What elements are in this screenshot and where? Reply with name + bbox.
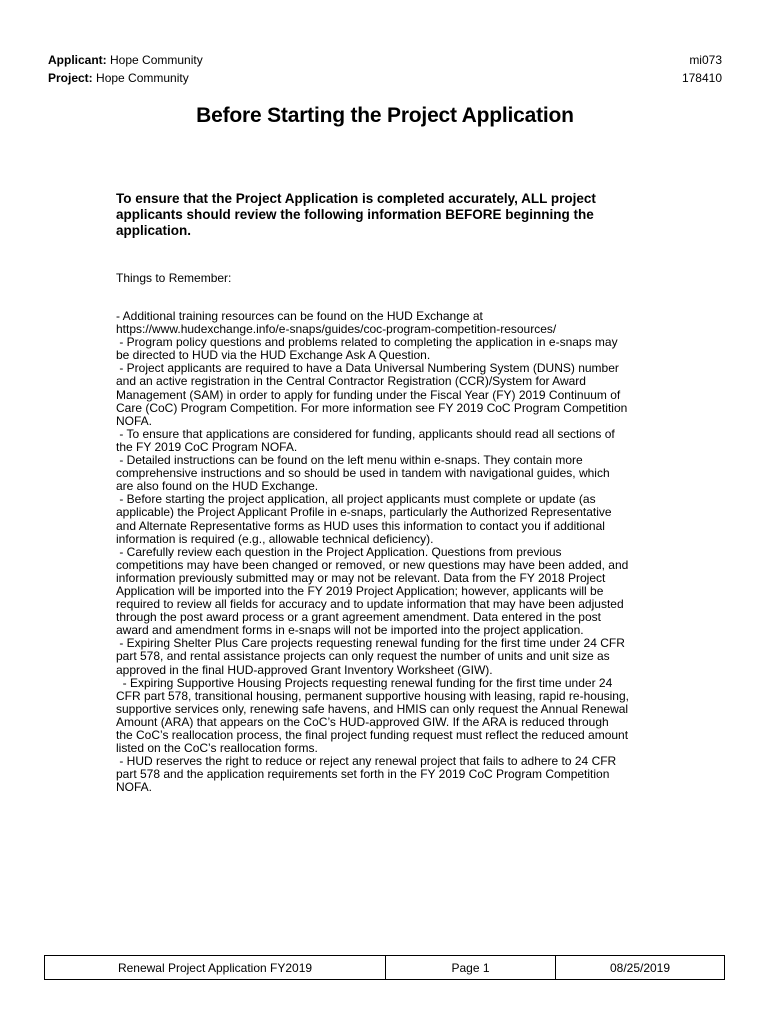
instruction-line: information previously submitted may or may not be relevant. Data from the FY 2018 Project [116,570,606,585]
instruction-line: https://www.hudexchange.info/e-snaps/guides/coc-program-competition-resources/ [116,322,557,337]
project-number: 178410 [681,71,722,85]
applicant-label: Applicant: [48,53,107,67]
instruction-line: information is required (e.g., allowable technical deficiency). [116,531,434,546]
applicant-value: Hope Community [106,53,203,67]
page-footer [44,955,725,980]
instruction-line: NOFA. [116,413,153,428]
header-right [682,51,722,87]
instruction-line: Care (CoC) Program Competition. For more information see FY 2019 CoC Program Competition [116,400,628,415]
instruction-line: be directed to HUD via the HUD Exchange Ask A Question. [116,348,431,363]
instruction-line: - Additional training resources can be found on the HUD Exchange at [116,309,483,323]
header-left [48,51,203,87]
intro-paragraph: To ensure that the Project Application is completed accurately, ALL project applicants should review the following information BEFORE beginning the application. [116,191,596,238]
instruction-line: - Detailed instructions can be found on the left menu within e-snaps. They contain more [116,453,583,468]
footer-application-name: Renewal Project Application FY2019 [45,956,386,979]
instruction-line: the FY 2019 CoC Program NOFA. [116,439,298,454]
instruction-line: applicable) the Project Applicant Profile in e-snaps, particularly the Authorized Representative [116,505,612,520]
instruction-line: - HUD reserves the right to reduce or reject any renewal project that fails to adhere to 24 CFR [116,754,617,769]
instruction-line: the CoC’s reallocation process, the final project funding request must reflect the reduced amount [116,728,629,742]
instruction-line: part 578, and rental assistance projects can only request the number of units and unit size as [116,649,610,664]
instruction-line: - Carefully review each question in the Project Application. Questions from previous [116,544,562,559]
instruction-line: competitions may have been changed or removed, or new questions may have been added, and [116,557,629,572]
instruction-line: Management (SAM) in order to apply for funding under the Fiscal Year (FY) 2019 Continuum of [116,387,621,402]
page-title: Before Starting the Project Application [196,104,574,127]
instruction-line: comprehensive instructions and so should be used in tandem with navigational guides, which [116,466,610,481]
footer-date: 08/25/2019 [609,960,671,975]
instruction-line: - Program policy questions and problems related to completing the application in e-snaps may [116,335,618,350]
instruction-line: listed on the CoC’s reallocation forms. [116,741,318,756]
instruction-line: - Expiring Supportive Housing Projects requesting renewal funding for the first time under 24 [116,675,613,690]
project-value: Hope Community [92,71,189,85]
instruction-line: Application will be imported into the FY 2019 Project Application; however, applicants will be [116,583,604,598]
things-to-remember-heading: Things to Remember: [116,271,232,285]
footer-page-number: Page 1 [386,956,556,979]
instruction-line: - To ensure that applications are considered for funding, applicants should read all sections of [116,426,615,441]
applicant-line [48,51,203,69]
instruction-line: are also found on the HUD Exchange. [116,479,319,494]
instruction-line: - Before starting the project application, all project applicants must complete or update (as [116,492,596,507]
instruction-line: required to review all fields for accuracy and to update information that may have been adjusted [116,597,624,612]
instruction-line: through the post award process or a grant agreement amendment. Data entered in the post [116,610,601,625]
instruction-line: - Project applicants are required to have a Data Universal Numbering System (DUNS) number [116,361,619,376]
applicant-code: mi073 [689,53,722,67]
instruction-line: part 578 and the application requirements set forth in the FY 2019 CoC Program Competition [116,767,610,782]
instruction-line: and Alternate Representative forms as HUD uses this information to contact you if additional [116,518,605,533]
project-label: Project: [48,71,93,85]
instructions-list [116,310,661,794]
instruction-line: and an active registration in the Central Contractor Registration (CCR)/System for Award [116,374,586,389]
instruction-line: - Expiring Shelter Plus Care projects requesting renewal funding for the first time under 24 CFR [116,636,625,651]
project-line [48,69,203,87]
instruction-line: approved in the final HUD-approved Grant Inventory Worksheet (GIW). [116,662,493,677]
instruction-line: supportive services only, renewing safe havens, and HMIS can only request the Annual Renewal [116,701,629,716]
instruction-line: CFR part 578, transitional housing, permanent supportive housing with leasing, rapid re-housing, [116,688,629,703]
instruction-line: NOFA. [116,780,153,795]
instruction-line: award and amendment forms in e-snaps will not be imported into the project application. [116,623,584,638]
instruction-line: Amount (ARA) that appears on the CoC’s HUD-approved GIW. If the ARA is reduced through [116,714,609,729]
